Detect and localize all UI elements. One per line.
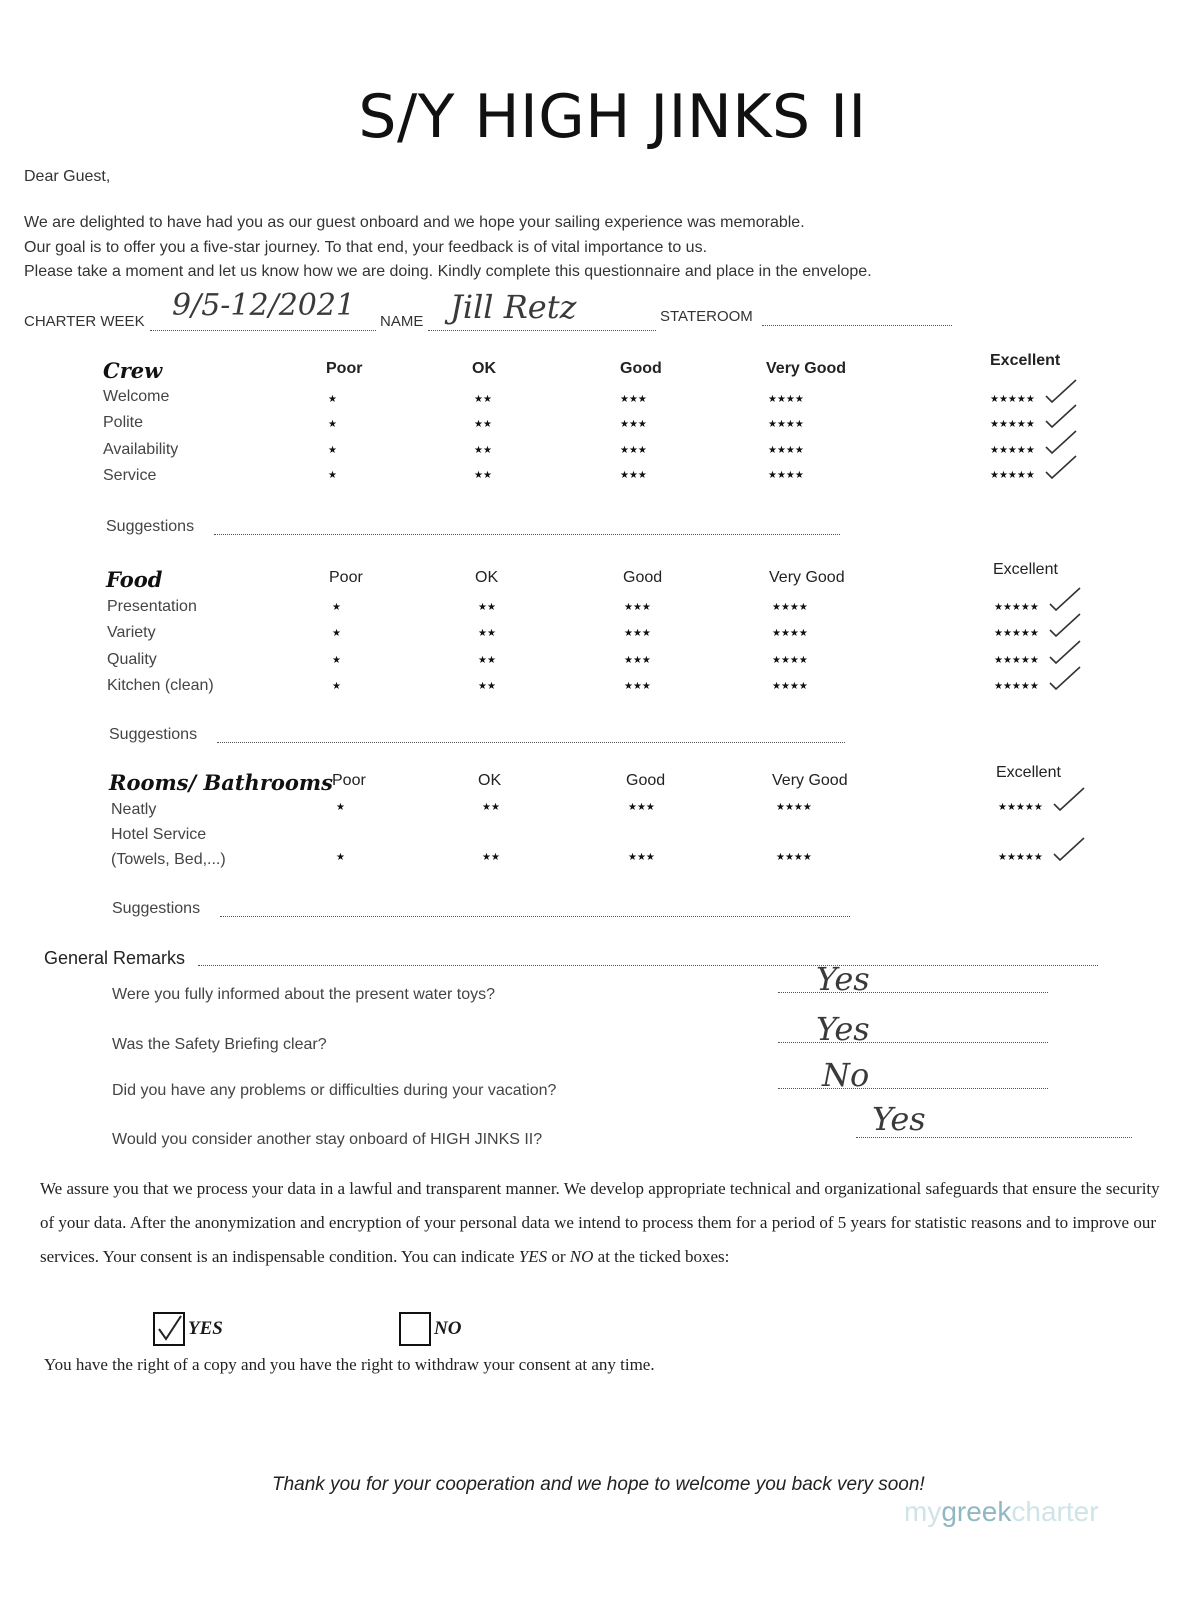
- suggestions-label: Suggestions: [106, 518, 195, 535]
- suggestions-label: Suggestions: [109, 726, 198, 743]
- selected-check-icon: [1048, 639, 1082, 665]
- consent-no-checkbox[interactable]: [399, 1312, 431, 1346]
- rating-column-header: Poor: [332, 772, 366, 789]
- rating-column-header: Excellent: [990, 352, 1061, 369]
- rating-option-stars[interactable]: ★: [336, 802, 345, 813]
- general-answer[interactable]: Yes: [872, 1100, 926, 1138]
- rating-option-stars[interactable]: ★★: [478, 628, 496, 639]
- rating-option-stars[interactable]: ★★★★: [768, 394, 804, 405]
- rating-option-stars[interactable]: ★★★★: [768, 470, 804, 481]
- rating-option-stars[interactable]: ★★: [478, 602, 496, 613]
- selected-check-icon: [1048, 586, 1082, 612]
- yes-italic: YES: [518, 1247, 548, 1266]
- intro-line-2: Our goal is to offer you a five-star journey. To that end, your feedback is of vital importance to us.: [24, 239, 708, 256]
- charter-week-value[interactable]: 9/5-12/2021: [172, 288, 356, 323]
- answer-line[interactable]: [778, 1088, 1048, 1089]
- rating-option-stars[interactable]: ★★: [482, 852, 500, 863]
- suggestions-input[interactable]: [217, 742, 845, 743]
- rating-option-stars[interactable]: ★★★: [624, 602, 651, 613]
- no-italic: NO: [569, 1247, 594, 1266]
- rating-option-stars[interactable]: ★: [328, 419, 337, 430]
- suggestions-input[interactable]: [214, 534, 840, 535]
- rating-row-label: Quality: [107, 651, 157, 668]
- rating-option-stars[interactable]: ★★★: [624, 628, 651, 639]
- rating-column-header: Excellent: [996, 764, 1061, 781]
- rating-column-header: Very Good: [766, 360, 847, 377]
- rating-column-header: Very Good: [772, 772, 848, 789]
- rating-option-stars[interactable]: ★★★★: [776, 802, 812, 813]
- rating-option-stars[interactable]: ★★: [474, 419, 492, 430]
- general-question: Were you fully informed about the present water toys?: [112, 986, 496, 1003]
- rating-column-header: Good: [623, 569, 663, 586]
- rating-option-stars[interactable]: ★★: [478, 681, 496, 692]
- rating-option-stars[interactable]: ★★★: [624, 655, 651, 666]
- selected-check-icon: [1052, 786, 1086, 812]
- form-title: S/Y HIGH JINKS II: [358, 82, 867, 152]
- section-title: Food: [106, 567, 163, 592]
- rating-row-label: Presentation: [107, 598, 197, 615]
- rating-column-header: Poor: [326, 360, 363, 377]
- general-answer[interactable]: No: [822, 1056, 870, 1094]
- selected-check-icon: [1052, 836, 1086, 862]
- selected-check-icon: [1044, 454, 1078, 480]
- rating-option-stars[interactable]: ★★★: [628, 852, 655, 863]
- rating-option-stars[interactable]: ★★★★: [772, 602, 808, 613]
- rating-option-stars[interactable]: ★★★★★: [994, 602, 1039, 613]
- rating-option-stars[interactable]: ★: [336, 852, 345, 863]
- name-value[interactable]: Jill Retz: [450, 288, 577, 326]
- general-answer[interactable]: Yes: [816, 1010, 870, 1048]
- intro-line-1: We are delighted to have had you as our guest onboard and we hope your sailing experience was memorable.: [24, 214, 805, 231]
- rating-row-label: Hotel Service: [111, 826, 207, 843]
- rating-option-stars[interactable]: ★★★★★: [998, 802, 1043, 813]
- rating-option-stars[interactable]: ★★★★: [772, 655, 808, 666]
- rating-option-stars[interactable]: ★: [332, 602, 341, 613]
- rating-column-header: OK: [472, 360, 496, 377]
- rating-column-header: OK: [475, 569, 499, 586]
- rating-row-label: Neatly: [111, 801, 157, 818]
- selected-check-icon: [1044, 378, 1078, 404]
- general-question: Was the Safety Briefing clear?: [112, 1036, 327, 1053]
- rating-row-label: Kitchen (clean): [107, 677, 214, 694]
- rating-option-stars[interactable]: ★: [332, 655, 341, 666]
- closing-message: Thank you for your cooperation and we hope to welcome you back very soon!: [272, 1474, 925, 1495]
- rating-option-stars[interactable]: ★: [328, 470, 337, 481]
- rating-option-stars[interactable]: ★★: [474, 470, 492, 481]
- rating-option-stars[interactable]: ★: [328, 394, 337, 405]
- selected-check-icon: [1048, 612, 1082, 638]
- rating-option-stars[interactable]: ★★★: [628, 802, 655, 813]
- rating-option-stars[interactable]: ★★★★★: [990, 394, 1035, 405]
- greeting: Dear Guest,: [24, 168, 111, 185]
- rating-column-header: Good: [620, 360, 662, 377]
- general-remarks-label: General Remarks: [44, 948, 186, 968]
- rating-option-stars[interactable]: ★★★★★: [994, 655, 1039, 666]
- rating-option-stars[interactable]: ★: [332, 628, 341, 639]
- rating-row-label: Availability: [103, 441, 179, 458]
- rating-option-stars[interactable]: ★★★: [620, 394, 647, 405]
- rating-option-stars[interactable]: ★★★★★: [994, 628, 1039, 639]
- general-question: Did you have any problems or difficulties during your vacation?: [112, 1082, 557, 1099]
- rating-option-stars[interactable]: ★★★★★: [994, 681, 1039, 692]
- rating-option-stars[interactable]: ★★★★: [768, 419, 804, 430]
- rating-row-label: Variety: [107, 624, 156, 641]
- rating-option-stars[interactable]: ★★★★: [776, 852, 812, 863]
- rating-option-stars[interactable]: ★★★★★: [990, 445, 1035, 456]
- rating-option-stars[interactable]: ★★: [474, 445, 492, 456]
- watermark-logo: mygreekcharter: [904, 1496, 1099, 1527]
- rating-option-stars[interactable]: ★★: [478, 655, 496, 666]
- selected-check-icon: [1048, 665, 1082, 691]
- rating-column-header: Very Good: [769, 569, 845, 586]
- name-label: NAME: [380, 313, 424, 330]
- rating-row-label: (Towels, Bed,...): [111, 851, 226, 868]
- stateroom-field[interactable]: [762, 325, 952, 326]
- rating-option-stars[interactable]: ★★★★★: [990, 419, 1035, 430]
- rating-option-stars[interactable]: ★★★★: [768, 445, 804, 456]
- section-title: Crew: [103, 358, 163, 383]
- rating-option-stars[interactable]: ★★★: [624, 681, 651, 692]
- selected-check-icon: [1044, 403, 1078, 429]
- rating-row-label: Welcome: [103, 388, 170, 405]
- charter-week-label: CHARTER WEEK: [24, 313, 145, 330]
- data-consent-paragraph: We assure you that we process your data in a lawful and transparent manner. We develop appropriate technical and organizational safeguards that ensure the security of your data. After the anonymization and encryption of your personal data we intend to process them for a period of 5 years for statistic reasons and to improve our services. Your consent is an indispensable condition. You can indicate YES or NO at the ticked boxes:: [40, 1179, 1160, 1266]
- rating-column-header: Poor: [329, 569, 363, 586]
- consent-yes-label: YES: [188, 1318, 223, 1339]
- rating-option-stars[interactable]: ★★: [474, 394, 492, 405]
- rating-column-header: OK: [478, 772, 502, 789]
- rating-option-stars[interactable]: ★★★: [620, 419, 647, 430]
- consent-no-label: NO: [434, 1318, 462, 1339]
- stateroom-label: STATEROOM: [660, 308, 753, 325]
- rating-option-stars[interactable]: ★★★★★: [998, 852, 1043, 863]
- suggestions-label: Suggestions: [112, 900, 201, 917]
- check-mark-icon: [155, 1314, 183, 1344]
- rating-row-label: Polite: [103, 414, 144, 431]
- rating-row-label: Service: [103, 467, 157, 484]
- selected-check-icon: [1044, 429, 1078, 455]
- rating-option-stars[interactable]: ★: [328, 445, 337, 456]
- rating-option-stars[interactable]: ★★★★: [772, 681, 808, 692]
- rating-option-stars[interactable]: ★: [332, 681, 341, 692]
- rating-option-stars[interactable]: ★★: [482, 802, 500, 813]
- rating-column-header: Excellent: [993, 561, 1058, 578]
- rating-option-stars[interactable]: ★★★: [620, 445, 647, 456]
- section-title: Rooms/ Bathrooms: [109, 770, 333, 795]
- rating-option-stars[interactable]: ★★★★★: [990, 470, 1035, 481]
- withdraw-consent-text: You have the right of a copy and you have the right to withdraw your consent at any time.: [44, 1355, 655, 1374]
- rating-option-stars[interactable]: ★★★★: [772, 628, 808, 639]
- general-answer[interactable]: Yes: [816, 960, 870, 998]
- general-question: Would you consider another stay onboard of HIGH JINKS II?: [112, 1131, 543, 1148]
- suggestions-input[interactable]: [220, 916, 850, 917]
- rating-column-header: Good: [626, 772, 666, 789]
- rating-option-stars[interactable]: ★★★: [620, 470, 647, 481]
- intro-line-3: Please take a moment and let us know how we are doing. Kindly complete this questionnaire and place in the envelope.: [24, 263, 872, 280]
- consent-yes-checkbox[interactable]: [153, 1312, 185, 1346]
